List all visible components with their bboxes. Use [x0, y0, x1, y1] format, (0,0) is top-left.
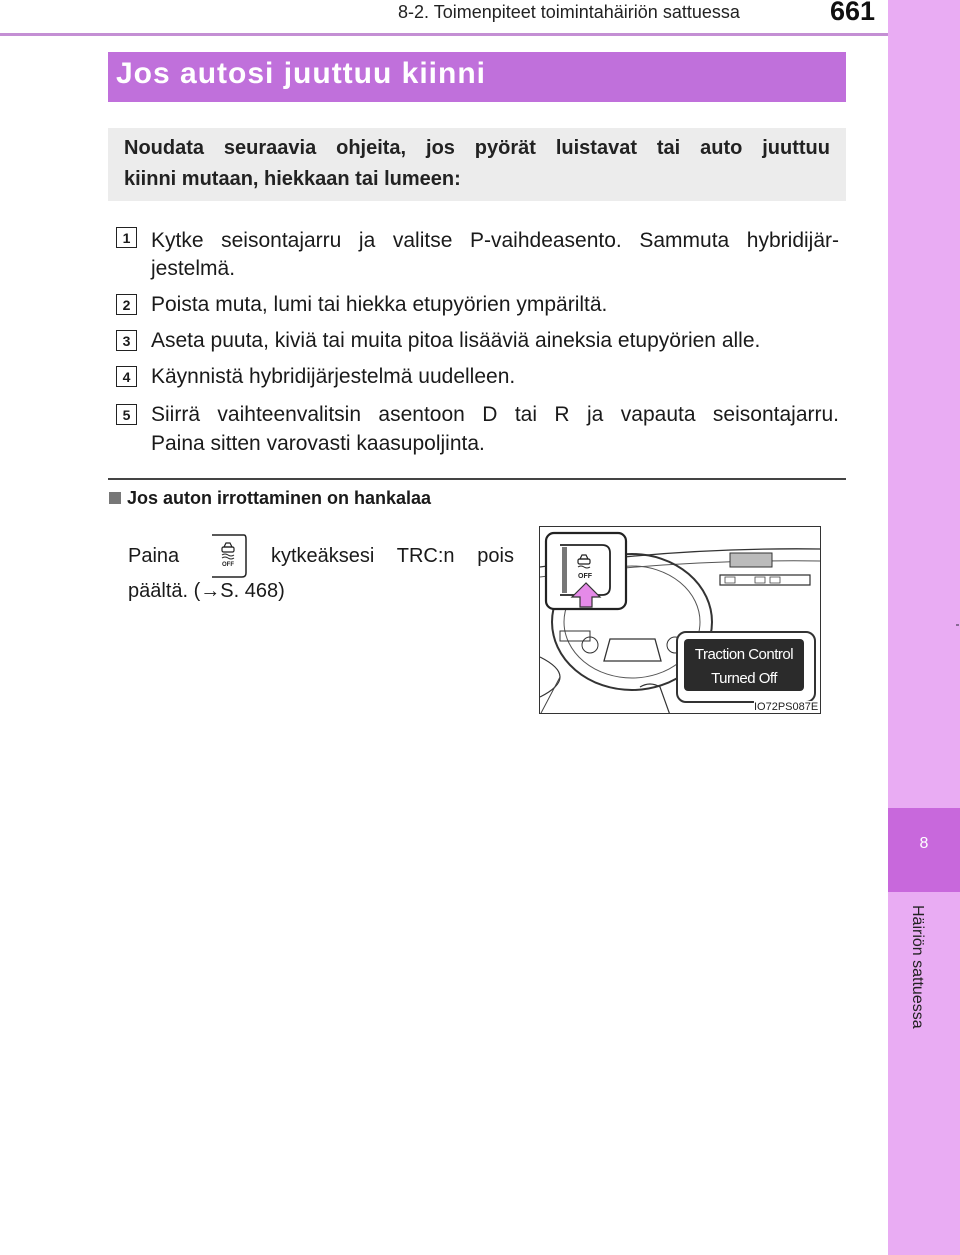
step-text: Siirrä vaihteenvalitsin asentoon D tai R ja vapauta seisontajarru. [151, 403, 839, 426]
step-number: 4 [116, 366, 137, 387]
intro-box [108, 128, 846, 201]
step-text-continued: jestelmä. [151, 257, 236, 280]
subsection-heading-text: Jos auton irrottaminen on hankalaa [127, 488, 432, 508]
intro-line-2: kiinni mutaan, hiekkaan tai lumeen: [124, 168, 461, 190]
step-number: 3 [116, 330, 137, 351]
display-line-2: Turned Off [711, 670, 777, 687]
step-text: Poista muta, lumi tai hiekka etupyörien ympäriltä. [151, 293, 608, 316]
page-title: Jos autosi juuttuu kiinni [116, 57, 486, 90]
step-text-continued: Paina sitten varovasti kaasupoljinta. [151, 432, 485, 455]
dashboard-illustration [539, 526, 821, 714]
chapter-name: Häiriön sattuessa [909, 905, 926, 1029]
square-bullet-icon [109, 492, 121, 504]
display-screen [684, 639, 804, 691]
subsection-heading [109, 488, 431, 509]
figure-code: IO72PS087E [754, 701, 819, 713]
trc-off-button-icon [200, 533, 248, 579]
side-tab [888, 0, 960, 1255]
step-number: 1 [116, 227, 137, 248]
page-number: 661 [830, 0, 876, 26]
section-divider [108, 478, 846, 480]
section-header: 8-2. Toimenpiteet toimintahäiriön sattuessa [398, 2, 740, 22]
step-text: Käynnistä hybridijärjestelmä uudelleen. [151, 365, 516, 388]
intro-line-1: Noudata seuraavia ohjeita, jos pyörät luistavat tai auto juuttuu [124, 137, 830, 159]
instruction-text-start: Paina [128, 545, 180, 567]
step-text: Aseta puuta, kiviä tai muita pitoa lisääviä aineksia etupyörien alle. [151, 329, 761, 352]
step-text: Kytke seisontajarru ja valitse P-vaihdeasento. Sammuta hybridijär- [151, 229, 839, 252]
header-divider [0, 33, 888, 36]
title-bar [108, 52, 846, 102]
step-number: 5 [116, 404, 137, 425]
step-number: 2 [116, 294, 137, 315]
button-off-label: OFF [222, 562, 234, 568]
traction-control-display [676, 631, 816, 703]
display-line-1: Traction Control [694, 646, 794, 663]
instruction-text-end: kytkeäksesi TRC:n pois [271, 545, 514, 567]
figure-off-label: OFF [578, 573, 592, 580]
instruction-text-line-2: päältä. (→S. 468) [128, 580, 285, 602]
side-tick [956, 624, 959, 626]
chapter-number: 8 [919, 835, 929, 852]
